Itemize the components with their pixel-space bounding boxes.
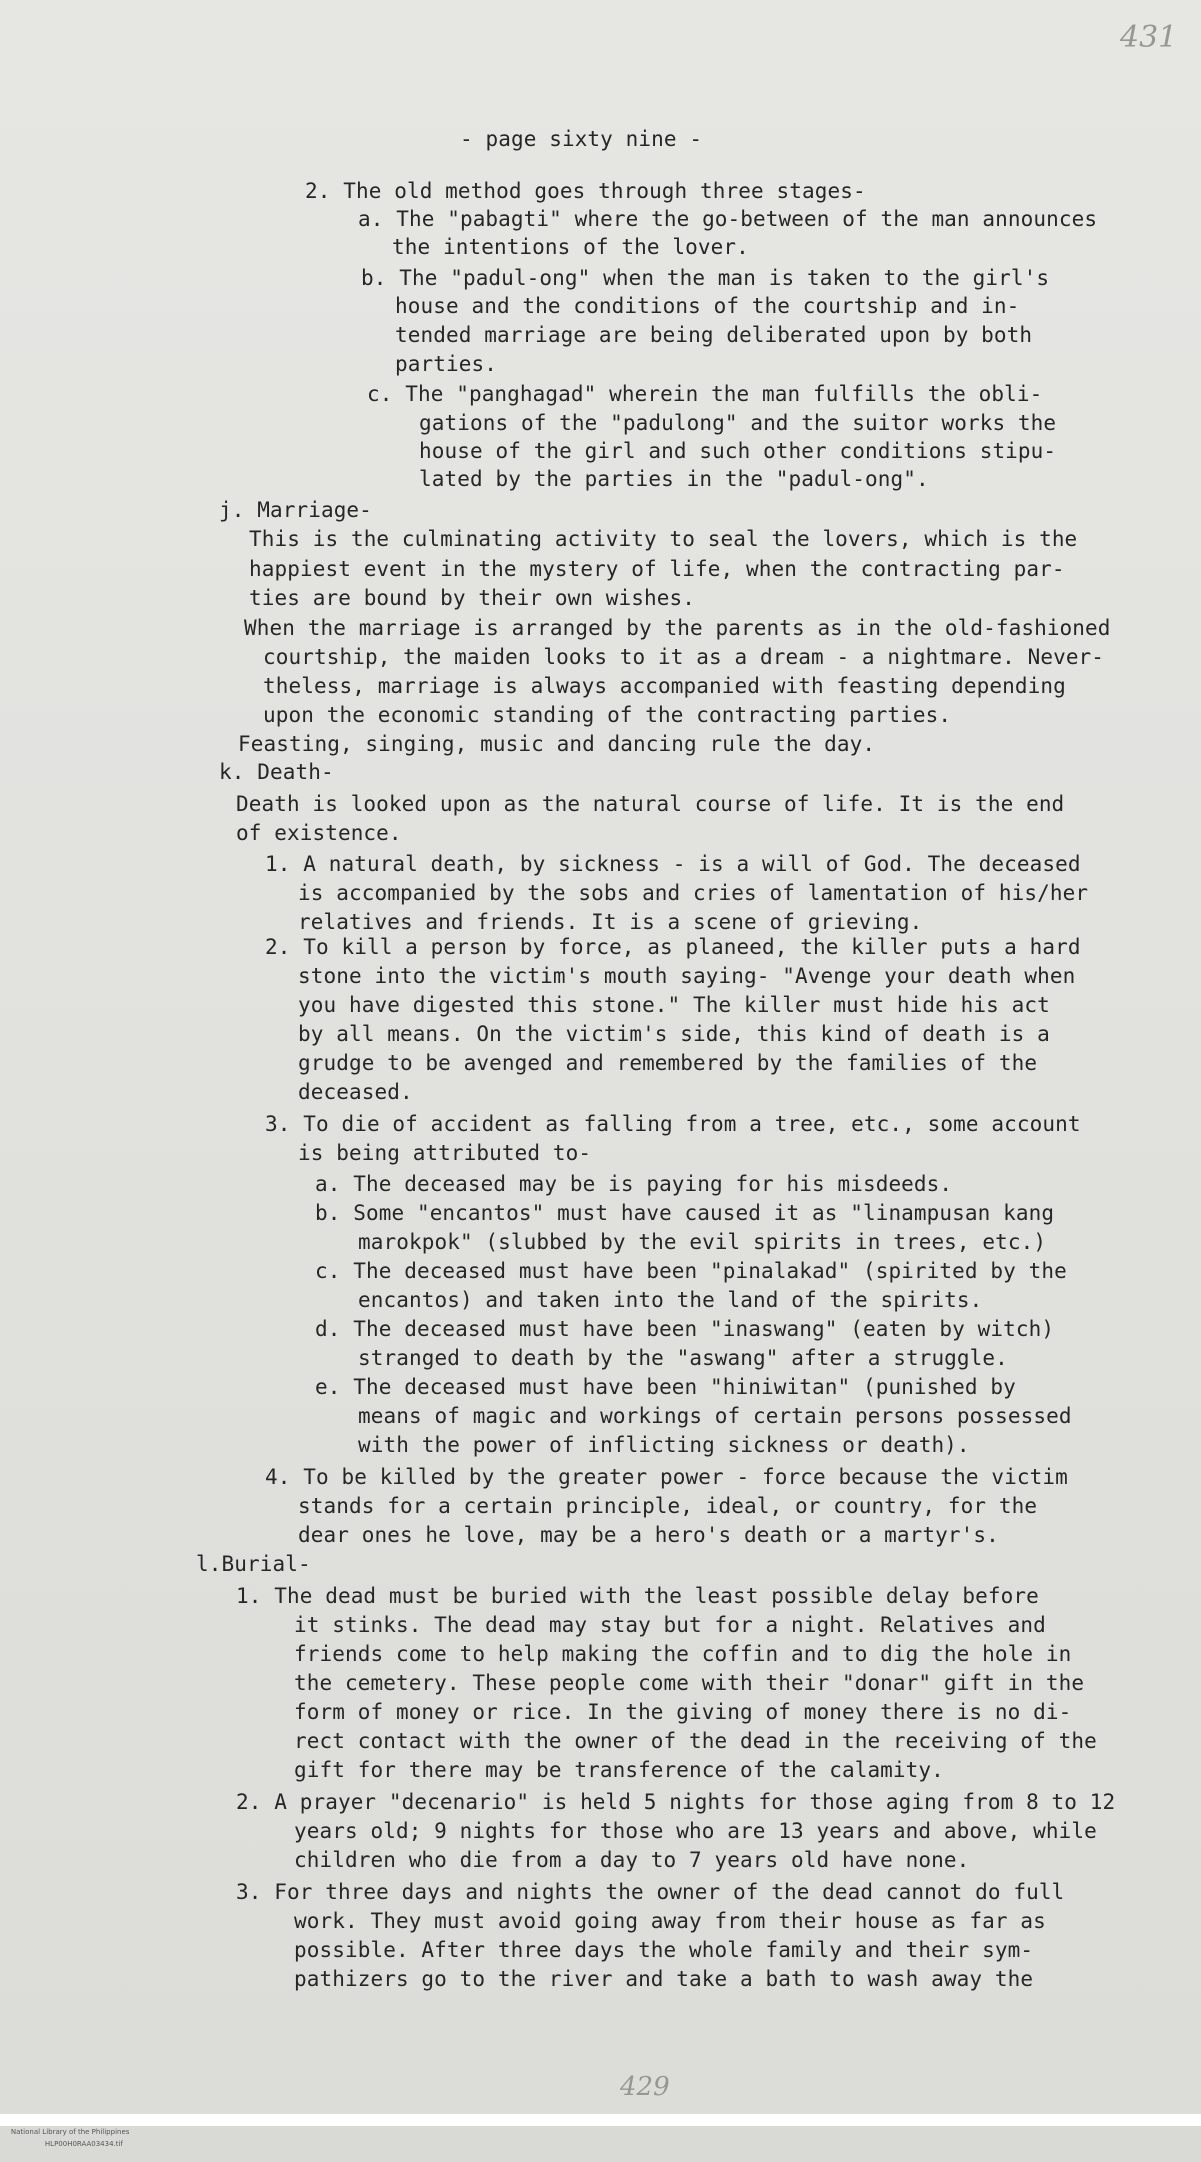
text-line: b. The "padul-ong" when the man is taken to the girl's bbox=[361, 266, 1050, 290]
text-line: stone into the victim's mouth saying- "Avenge your death when bbox=[298, 964, 1076, 988]
text-line: house of the girl and such other conditions stipu- bbox=[419, 439, 1057, 463]
text-line: grudge to be avenged and remembered by the families of the bbox=[298, 1051, 1038, 1075]
text-line: 3. For three days and nights the owner of the dead cannot do full bbox=[236, 1880, 1065, 1904]
text-line: 2. The old method goes through three stages- bbox=[305, 179, 866, 203]
text-line: is being attributed to- bbox=[298, 1141, 592, 1165]
text-line: Feasting, singing, music and dancing rule the day. bbox=[238, 732, 876, 756]
text-line: When the marriage is arranged by the parents as in the old-fashioned bbox=[244, 616, 1111, 640]
text-line: by all means. On the victim's side, this kind of death is a bbox=[298, 1022, 1050, 1046]
scan-footer bbox=[0, 2114, 1201, 2148]
text-line: children who die from a day to 7 years old have none. bbox=[294, 1848, 970, 1872]
handwritten-folio-number: 429 bbox=[620, 2072, 670, 2102]
text-line: years old; 9 nights for those who are 13 years and above, while bbox=[294, 1819, 1097, 1843]
handwritten-page-number: 431 bbox=[1120, 20, 1178, 55]
text-line: stands for a certain principle, ideal, or country, for the bbox=[298, 1494, 1038, 1518]
text-line: a. The deceased may be is paying for his misdeeds. bbox=[315, 1172, 953, 1196]
text-line: the cemetery. These people come with their "donar" gift in the bbox=[294, 1671, 1085, 1695]
text-line: theless, marriage is always accompanied with feasting depending bbox=[263, 674, 1066, 698]
text-line: happiest event in the mystery of life, when the contracting par- bbox=[249, 557, 1065, 581]
text-line: 1. A natural death, by sickness - is a will of God. The deceased bbox=[265, 852, 1081, 876]
text-line: stranged to death by the "aswang" after a struggle. bbox=[358, 1346, 1008, 1370]
text-line: b. Some "encantos" must have caused it as "linampusan kang bbox=[315, 1201, 1055, 1225]
text-line: upon the economic standing of the contracting parties. bbox=[263, 703, 952, 727]
text-line: friends come to help making the coffin and to dig the hole in bbox=[294, 1642, 1072, 1666]
text-line: parties. bbox=[395, 352, 497, 376]
text-line: a. The "pabagti" where the go-between of the man announces bbox=[358, 207, 1098, 231]
text-line: This is the culminating activity to seal the lovers, which is the bbox=[249, 527, 1078, 551]
text-line: rect contact with the owner of the dead in the receiving of the bbox=[294, 1729, 1097, 1753]
text-line: d. The deceased must have been "inaswang" (eaten by witch) bbox=[315, 1317, 1055, 1341]
text-line: c. The deceased must have been "pinalakad" (spirited by the bbox=[315, 1259, 1067, 1283]
text-line: courtship, the maiden looks to it as a dream - a nightmare. Never- bbox=[263, 645, 1105, 669]
text-line: it stinks. The dead may stay but for a night. Relatives and bbox=[294, 1613, 1046, 1637]
text-line: the intentions of the lover. bbox=[392, 235, 749, 259]
text-line: house and the conditions of the courtship and in- bbox=[395, 294, 1020, 318]
section-heading-death: k. Death- bbox=[219, 760, 334, 784]
text-line: means of magic and workings of certain persons possessed bbox=[358, 1404, 1072, 1428]
footer-file-id: HLP00H0RAA03434.tif bbox=[44, 2140, 123, 2148]
text-line: 2. A prayer "decenario" is held 5 nights for those aging from 8 to 12 bbox=[236, 1790, 1116, 1814]
text-line: tended marriage are being deliberated upon by both bbox=[395, 323, 1033, 347]
section-heading-burial: l.Burial- bbox=[196, 1552, 311, 1576]
text-line: relatives and friends. It is a scene of grieving. bbox=[298, 910, 923, 934]
text-line: pathizers go to the river and take a bath to wash away the bbox=[294, 1967, 1034, 1991]
text-line: of existence. bbox=[236, 821, 402, 845]
text-line: gift for there may be transference of the calamity. bbox=[294, 1758, 944, 1782]
text-line: encantos) and taken into the land of the spirits. bbox=[358, 1288, 983, 1312]
text-line: e. The deceased must have been "hiniwitan" (punished by bbox=[315, 1375, 1016, 1399]
text-line: with the power of inflicting sickness or death). bbox=[358, 1433, 970, 1457]
text-line: 4. To be killed by the greater power - force because the victim bbox=[265, 1465, 1068, 1489]
text-line: gations of the "padulong" and the suitor works the bbox=[419, 411, 1057, 435]
section-heading-marriage: j. Marriage- bbox=[219, 498, 372, 522]
text-line: 3. To die of accident as falling from a tree, etc., some account bbox=[265, 1112, 1081, 1136]
text-line: marokpok" (slubbed by the evil spirits in trees, etc.) bbox=[358, 1230, 1047, 1254]
page-title: - page sixty nine - bbox=[460, 127, 703, 151]
text-line: lated by the parties in the "padul-ong". bbox=[419, 467, 929, 491]
text-line: Death is looked upon as the natural course of life. It is the end bbox=[236, 792, 1065, 816]
text-line: 1. The dead must be buried with the least possible delay before bbox=[236, 1584, 1039, 1608]
text-line: you have digested this stone." The killer must hide his act bbox=[298, 993, 1050, 1017]
footer-library: National Library of the Philippines bbox=[10, 2128, 130, 2136]
text-line: 2. To kill a person by force, as planeed, the killer puts a hard bbox=[265, 935, 1081, 959]
text-line: form of money or rice. In the giving of money there is no di- bbox=[294, 1700, 1072, 1724]
text-line: dear ones he love, may be a hero's death or a martyr's. bbox=[298, 1523, 999, 1547]
text-line: ties are bound by their own wishes. bbox=[249, 586, 696, 610]
text-line: work. They must avoid going away from their house as far as bbox=[294, 1909, 1046, 1933]
text-line: is accompanied by the sobs and cries of lamentation of his/her bbox=[298, 881, 1089, 905]
text-line: c. The "panghagad" wherein the man fulfills the obli- bbox=[367, 382, 1043, 406]
text-line: deceased. bbox=[298, 1080, 413, 1104]
text-line: possible. After three days the whole family and their sym- bbox=[294, 1938, 1034, 1962]
